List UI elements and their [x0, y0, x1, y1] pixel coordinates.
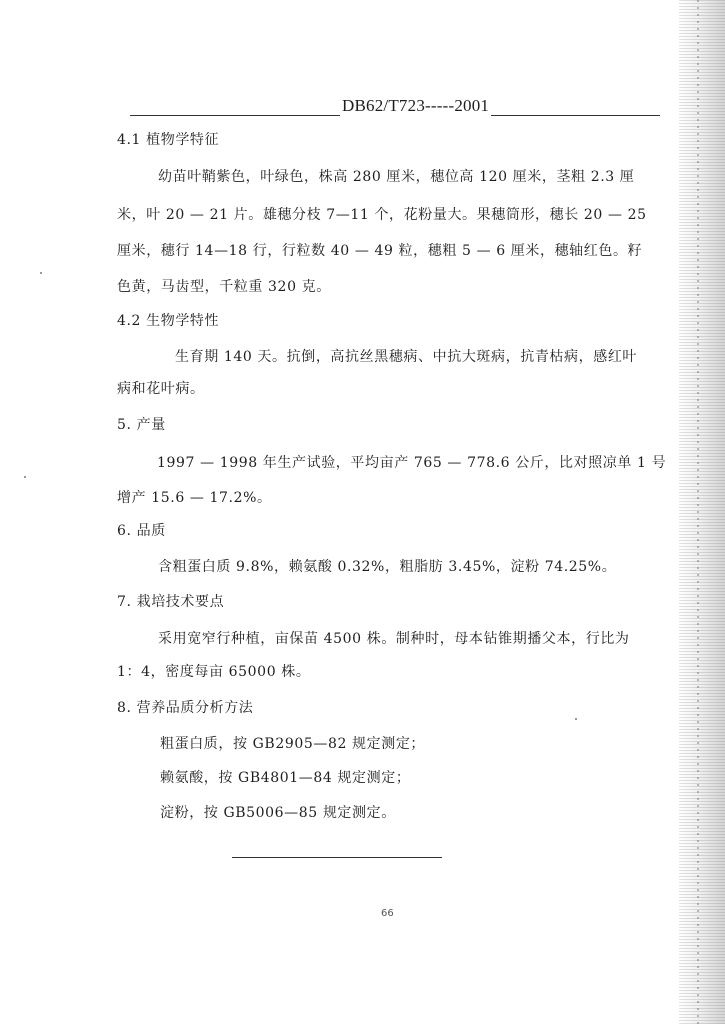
paragraph-line: 1：4，密度每亩 65000 株。 — [117, 664, 311, 680]
section-7-title: 7. 栽培技术要点 — [117, 594, 225, 610]
scan-speck — [40, 272, 42, 274]
scan-shadow-edge — [679, 0, 725, 1024]
paragraph-line: 含粗蛋白质 9.8%，赖氨酸 0.32%，粗脂肪 3.45%，淀粉 74.25%。 — [158, 559, 617, 575]
paragraph-line: 色黄，马齿型，千粒重 320 克。 — [117, 279, 331, 295]
section-8-title: 8. 营养品质分析方法 — [117, 700, 254, 716]
standard-code: DB62/T723-----2001 — [342, 96, 490, 115]
paragraph-line: 米，叶 20 — 21 片。雄穗分枝 7—11 个，花粉量大。果穗筒形，穗长 20 — 25 — [117, 207, 647, 223]
method-item: 赖氨酸，按 GB4801—84 规定测定； — [160, 770, 411, 786]
paragraph-line: 增产 15.6 — 17.2%。 — [117, 490, 272, 506]
method-item: 粗蛋白质，按 GB2905—82 规定测定； — [160, 736, 426, 752]
paragraph-line: 1997 — 1998 年生产试验，平均亩产 765 — 778.6 公斤，比对照凉单 1 号 — [157, 455, 667, 471]
section-4-1-title: 4.1 植物学特征 — [117, 132, 220, 148]
method-item: 淀粉，按 GB5006—85 规定测定。 — [160, 805, 396, 821]
paragraph-line: 厘米，穗行 14—18 行，行粒数 40 — 49 粒，穗粗 5 — 6 厘米，穗轴红色。籽 — [117, 243, 643, 259]
scan-speck — [24, 476, 26, 478]
paragraph-line: 采用宽窄行种植，亩保苗 4500 株。制种时，母本钻锥期播父本，行比为 — [158, 631, 630, 647]
page-number: 66 — [381, 908, 394, 919]
scan-speck — [575, 718, 577, 720]
section-4-2-title: 4.2 生物学特性 — [117, 313, 220, 329]
paragraph-line: 生育期 140 天。抗倒，高抗丝黑穗病、中抗大斑病，抗青枯病，感红叶 — [175, 349, 638, 365]
paragraph-line: 病和花叶病。 — [117, 381, 205, 397]
end-rule — [232, 857, 442, 858]
section-6-title: 6. 品质 — [117, 523, 166, 539]
paragraph-line: 幼苗叶鞘紫色，叶绿色，株高 280 厘米，穗位高 120 厘米，茎粗 2.3 厘 — [158, 169, 635, 185]
section-5-title: 5. 产量 — [117, 417, 166, 433]
